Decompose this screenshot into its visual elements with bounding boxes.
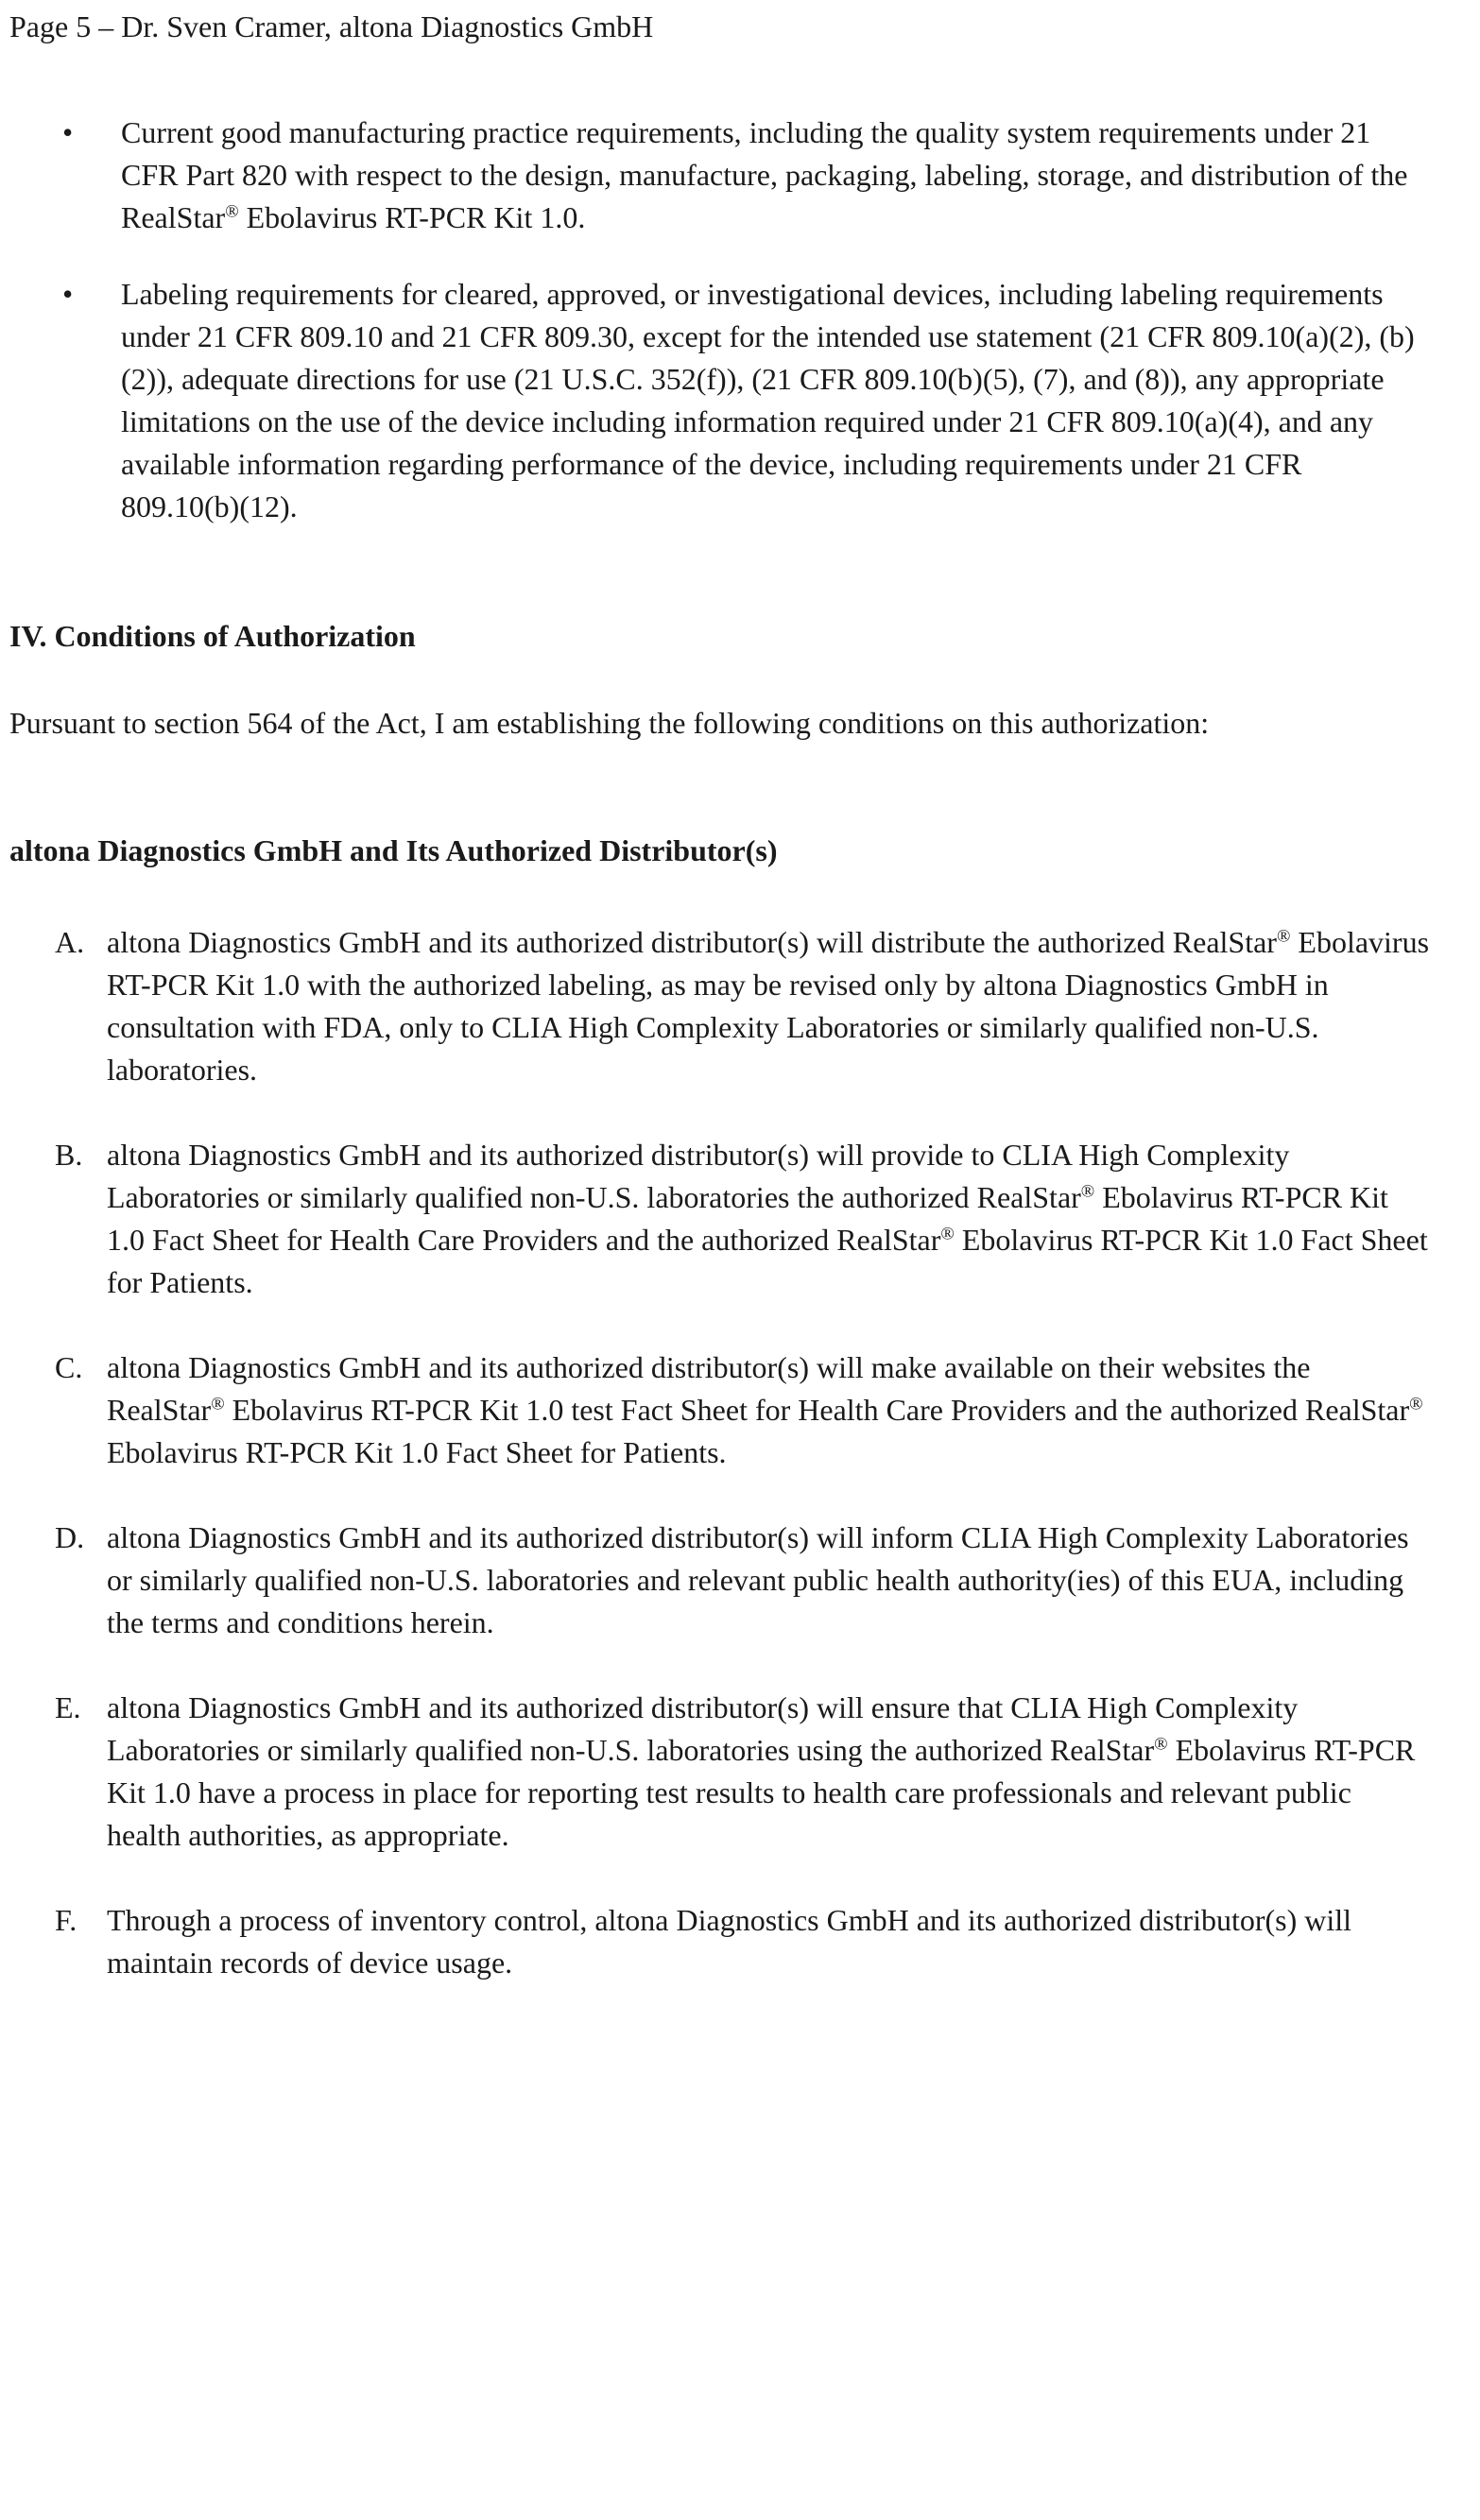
condition-text: altona Diagnostics GmbH and its authorized distributor(s) will ensure that CLIA High Complexity Laboratories or similarly qualified non-U.S. laboratories using the authorized RealStar	[107, 1690, 1299, 1767]
condition-item	[0, 1346, 1430, 1474]
registered-mark: ®	[1154, 1734, 1168, 1755]
registered-mark: ®	[1276, 926, 1291, 947]
section-intro: Pursuant to section 564 of the Act, I am establishing the following conditions on this authorization:	[9, 706, 1210, 740]
condition-text: Ebolavirus RT-PCR Kit 1.0 have a process in place for reporting test results to health care professionals and relevant public health authorities, as appropriate.	[107, 1733, 1416, 1852]
section-heading: IV. Conditions of Authorization	[9, 619, 416, 653]
requirement-text: Current good manufacturing practice requirements, including the quality system requirements under 21 CFR Part 820 with respect to the design, manufacture, packaging, labeling, storage, and distribution of the RealStar	[121, 115, 1408, 234]
list-item	[0, 273, 1425, 528]
condition-text: Through a process of inventory control, altona Diagnostics GmbH and its authorized distributor(s) will maintain records of device usage.	[107, 1903, 1352, 1980]
condition-item	[0, 1134, 1430, 1304]
condition-text: Ebolavirus RT-PCR Kit 1.0 Fact Sheet for Patients.	[107, 1435, 727, 1469]
condition-text: Ebolavirus RT-PCR Kit 1.0 Fact Sheet for Health Care Providers and the authorized RealStar	[107, 1180, 1388, 1257]
condition-letter: B.	[55, 1138, 83, 1172]
condition-letter: F.	[55, 1903, 77, 1937]
condition-text: Ebolavirus RT-PCR Kit 1.0 with the authorized labeling, as may be revised only by altona Diagnostics GmbH in consultation with FDA, only to CLIA High Complexity Laboratories or similarly qualified non-U.S. laboratories.	[107, 925, 1430, 1087]
condition-text: altona Diagnostics GmbH and its authorized distributor(s) will make available on their websites the RealStar	[107, 1350, 1311, 1427]
requirements-list	[0, 111, 1480, 562]
condition-text: altona Diagnostics GmbH and its authorized distributor(s) will provide to CLIA High Complexity Laboratories or similarly qualified non-U.S. laboratories the authorized RealStar	[107, 1138, 1290, 1214]
condition-letter: A.	[55, 925, 85, 959]
section-subheading: altona Diagnostics GmbH and Its Authorized Distributor(s)	[9, 833, 778, 867]
registered-mark: ®	[211, 1394, 225, 1414]
condition-item	[0, 1899, 1430, 1984]
condition-item	[0, 921, 1430, 1091]
condition-item	[0, 1687, 1430, 1857]
condition-text: altona Diagnostics GmbH and its authorized distributor(s) will distribute the authorized RealStar	[107, 925, 1277, 959]
condition-text: altona Diagnostics GmbH and its authorized distributor(s) will inform CLIA High Complexity Laboratories or similarly qualified non-U.S. laboratories and relevant public health authority(ies) of this EUA, including the terms and conditions herein.	[107, 1520, 1409, 1639]
list-item	[0, 111, 1425, 239]
condition-text: Ebolavirus RT-PCR Kit 1.0 test Fact Sheet for Health Care Providers and the authorized RealStar	[224, 1393, 1410, 1427]
page-header: Page 5 – Dr. Sven Cramer, altona Diagnostics GmbH	[9, 9, 654, 43]
condition-item	[0, 1517, 1430, 1644]
registered-mark: ®	[940, 1224, 955, 1244]
condition-text: Ebolavirus RT-PCR Kit 1.0 Fact Sheet for Patients.	[107, 1223, 1428, 1299]
bullet-icon: •	[62, 115, 74, 149]
registered-mark: ®	[1080, 1181, 1095, 1202]
conditions-list	[0, 921, 1480, 2027]
requirement-text: Ebolavirus RT-PCR Kit 1.0.	[238, 200, 586, 234]
requirement-text: Labeling requirements for cleared, approved, or investigational devices, including labeling requirements under 21 CFR 809.10 and 21 CFR 809.30, except for the intended use statement (21 CFR 809.10(a)(2), (b)(2)), adequate directions for use (21 U.S.C. 352(f)), (21 CFR 809.10(b)(5), (7), and (8)), any appropriate limitations on the use of the device including information required under 21 CFR 809.10(a)(4), and any available information regarding performance of the device, including requirements under 21 CFR 809.10(b)(12).	[121, 277, 1415, 523]
condition-letter: D.	[55, 1520, 85, 1554]
condition-letter: E.	[55, 1690, 81, 1724]
registered-mark: ®	[1409, 1394, 1423, 1414]
registered-mark: ®	[225, 201, 239, 222]
bullet-icon: •	[62, 277, 74, 311]
condition-letter: C.	[55, 1350, 83, 1384]
